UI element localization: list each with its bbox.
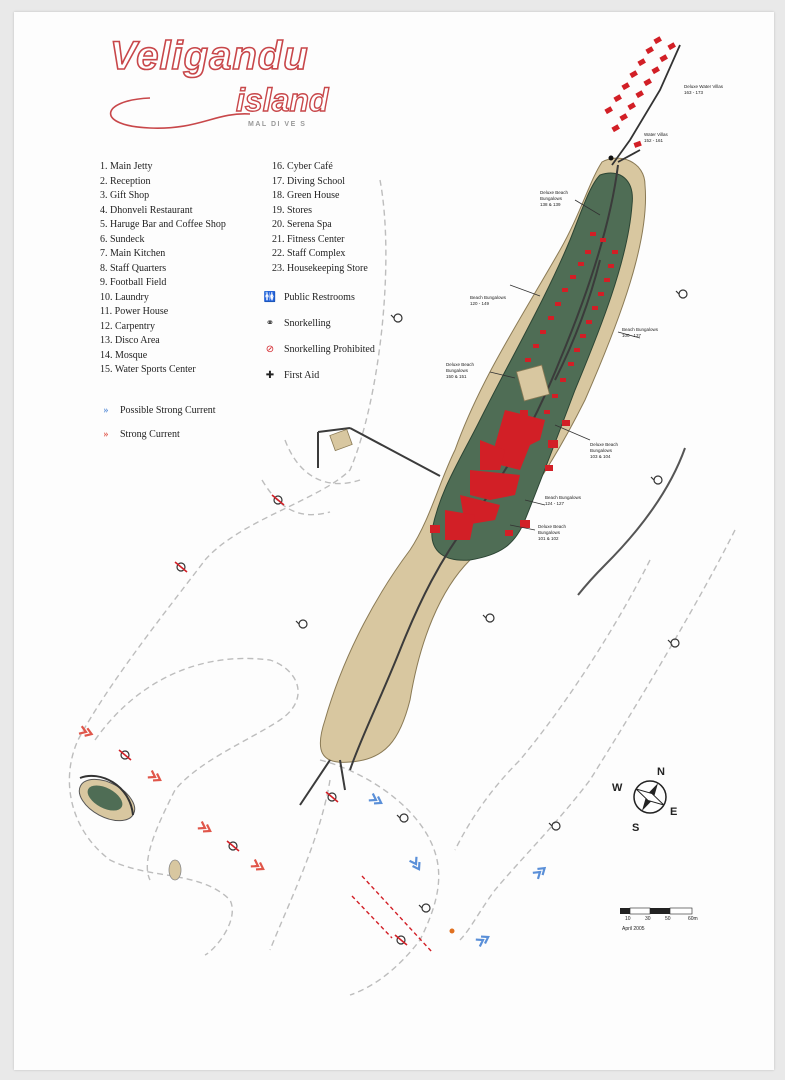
legend-item-11: 11. Power House bbox=[100, 306, 169, 317]
label-deluxe-beach-mid: Deluxe Beach Bungalows 103 & 104 bbox=[590, 442, 619, 459]
snorkelling-label: Snorkelling bbox=[284, 318, 331, 329]
legend-item-r-7: 22. Staff Complex bbox=[272, 248, 346, 259]
first-aid-label: First Aid bbox=[284, 370, 320, 381]
legend-item-5: 5. Haruge Bar and Coffee Shop bbox=[100, 219, 226, 230]
label-beach-bungalows-mid: Beach Bungalows 124 - 127 bbox=[545, 495, 582, 506]
restroom-icon: 🚻 bbox=[263, 292, 277, 303]
legend-item-r-3: 18. Green House bbox=[272, 190, 340, 201]
map-title: Veligandu bbox=[110, 34, 309, 78]
legend-item-8: 8. Staff Quarters bbox=[100, 262, 167, 274]
legend-item-r-2: 17. Diving School bbox=[272, 175, 346, 187]
scale-tick-30: 30 bbox=[645, 916, 651, 922]
snorkel-icon: ⚭ bbox=[265, 318, 275, 329]
scale-tick-60m: 60m bbox=[688, 916, 698, 922]
compass-n: N bbox=[657, 766, 665, 778]
boat-channel bbox=[352, 876, 455, 952]
legend-item-r-6: 21. Fitness Center bbox=[272, 233, 345, 245]
label-beach-bungalows-left: Beach Bungalows 120 - 149 bbox=[470, 295, 507, 306]
legend-item-13: 13. Disco Area bbox=[100, 335, 160, 346]
map-title-island: island bbox=[236, 82, 329, 118]
scale-tick-10: 10 bbox=[625, 916, 631, 922]
label-deluxe-beach-top: Deluxe Beach Bungalows 138 & 139 bbox=[540, 190, 569, 207]
legend-item-15: 15. Water Sports Center bbox=[100, 364, 196, 375]
legend-item-4: 4. Dhonveli Restaurant bbox=[100, 204, 193, 216]
legend-item-10: 10. Laundry bbox=[100, 291, 149, 303]
legend-item-3: 3. Gift Shop bbox=[100, 190, 150, 201]
legend-item-14: 14. Mosque bbox=[100, 349, 148, 361]
label-beach-bungalows-right: Beach Bungalows 100 - 137 bbox=[622, 327, 659, 338]
legend-item-9: 9. Football Field bbox=[100, 277, 167, 288]
scale-bar bbox=[620, 908, 692, 914]
legend-item-r-4: 19. Stores bbox=[272, 204, 312, 216]
scale-tick-50: 50 bbox=[665, 916, 671, 922]
compass-s: S bbox=[632, 822, 640, 834]
legend-item-r-1: 16. Cyber Café bbox=[272, 161, 333, 172]
legend-item-1: 1. Main Jetty bbox=[100, 161, 153, 172]
legend-item-12: 12. Carpentry bbox=[100, 320, 155, 332]
compass-rose bbox=[634, 781, 666, 813]
legend-item-6: 6. Sundeck bbox=[100, 233, 145, 245]
strong-current-icon: » bbox=[103, 429, 109, 440]
scale-date: April 2005 bbox=[622, 926, 645, 932]
label-deluxe-beach-low: Deluxe Beach Bungalows 101 & 102 bbox=[538, 524, 567, 541]
label-deluxe-water-villas: Deluxe Water Villas 163 - 173 bbox=[684, 84, 724, 95]
compass-e: E bbox=[670, 806, 678, 818]
legend-item-r-8: 23. Housekeeping Store bbox=[272, 262, 368, 274]
possible-current-label: Possible Strong Current bbox=[120, 405, 216, 416]
first-aid-icon: ✚ bbox=[265, 370, 275, 381]
compass-w: W bbox=[612, 782, 623, 794]
legend-item-2: 2. Reception bbox=[100, 175, 151, 187]
possible-current-icon: » bbox=[103, 405, 109, 416]
map-subtitle: MAL DI VE S bbox=[248, 121, 307, 128]
strong-current-label: Strong Current bbox=[120, 429, 180, 440]
label-deluxe-beach-left: Deluxe Beach Bungalows 150 & 151 bbox=[446, 362, 475, 379]
snorkel-prohibited-icon: ⊘ bbox=[265, 344, 275, 355]
legend-item-7: 7. Main Kitchen bbox=[100, 248, 166, 259]
restroom-label: Public Restrooms bbox=[284, 292, 355, 303]
legend-item-r-5: 20. Serena Spa bbox=[272, 219, 332, 230]
snorkelling-prohibited-label: Snorkelling Prohibited bbox=[284, 344, 375, 355]
label-water-villas: Water Villas 152 - 161 bbox=[644, 132, 668, 143]
snorkelling-spots bbox=[296, 290, 687, 912]
possible-current-arrows bbox=[369, 794, 547, 947]
